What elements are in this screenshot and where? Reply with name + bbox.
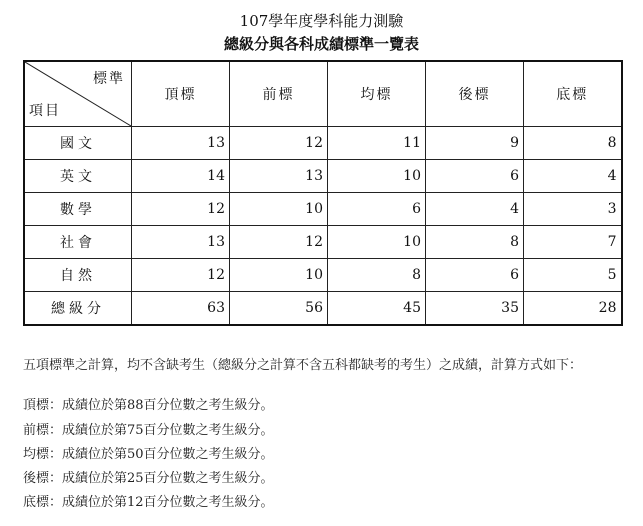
subject-cell: 社會	[24, 226, 132, 259]
definition-line: 後標：成績位於第25百分位數之考生級分。	[23, 471, 274, 486]
value-cell: 12	[230, 226, 328, 259]
value-cell: 45	[328, 292, 426, 326]
value-cell: 63	[132, 292, 230, 326]
value-cell: 4	[426, 193, 524, 226]
table-row	[24, 259, 622, 292]
value-cell: 6	[426, 160, 524, 193]
value-cell: 56	[230, 292, 328, 326]
table-row	[24, 127, 622, 160]
value-cell: 8	[524, 127, 622, 160]
value-cell: 35	[426, 292, 524, 326]
column-header: 底標	[524, 61, 622, 127]
subject-cell: 自然	[24, 259, 132, 292]
value-cell: 4	[524, 160, 622, 193]
value-cell: 13	[132, 127, 230, 160]
value-cell: 10	[230, 193, 328, 226]
value-cell: 3	[524, 193, 622, 226]
subject-cell: 總級分	[24, 292, 132, 326]
value-cell: 7	[524, 226, 622, 259]
value-cell: 5	[524, 259, 622, 292]
value-cell: 12	[230, 127, 328, 160]
score-standards-table	[23, 60, 623, 326]
subject-cell: 國文	[24, 127, 132, 160]
table-row	[24, 193, 622, 226]
column-header: 頂標	[132, 61, 230, 127]
definition-line: 頂標：成績位於第88百分位數之考生級分。	[23, 398, 274, 413]
value-cell: 10	[328, 160, 426, 193]
subject-cell: 數學	[24, 193, 132, 226]
column-header: 前標	[230, 61, 328, 127]
value-cell: 13	[132, 226, 230, 259]
corner-label-item: 項目	[29, 103, 61, 119]
definition-line: 底標：成績位於第12百分位數之考生級分。	[23, 495, 274, 510]
value-cell: 28	[524, 292, 622, 326]
corner-header-cell	[24, 61, 132, 127]
value-cell: 6	[328, 193, 426, 226]
value-cell: 10	[328, 226, 426, 259]
value-cell: 6	[426, 259, 524, 292]
table-header-row	[24, 61, 622, 127]
value-cell: 10	[230, 259, 328, 292]
document-title: 107學年度學科能力測驗	[239, 12, 404, 30]
column-header: 均標	[328, 61, 426, 127]
document-subtitle: 總級分與各科成績標準一覽表	[223, 35, 419, 53]
value-cell: 12	[132, 259, 230, 292]
value-cell: 8	[426, 226, 524, 259]
calculation-note: 五項標準之計算，均不含缺考生（總級分之計算不含五科都缺考的考生）之成績，計算方式如下：	[23, 358, 583, 373]
value-cell: 13	[230, 160, 328, 193]
value-cell: 11	[328, 127, 426, 160]
value-cell: 9	[426, 127, 524, 160]
column-header: 後標	[426, 61, 524, 127]
value-cell: 12	[132, 193, 230, 226]
subject-cell: 英文	[24, 160, 132, 193]
table-row-total	[24, 292, 622, 326]
value-cell: 14	[132, 160, 230, 193]
corner-label-standard: 標準	[93, 71, 125, 87]
definition-line: 前標：成績位於第75百分位數之考生級分。	[23, 423, 274, 438]
value-cell: 8	[328, 259, 426, 292]
table-row	[24, 226, 622, 259]
table-row	[24, 160, 622, 193]
definition-line: 均標：成績位於第50百分位數之考生級分。	[23, 447, 274, 462]
